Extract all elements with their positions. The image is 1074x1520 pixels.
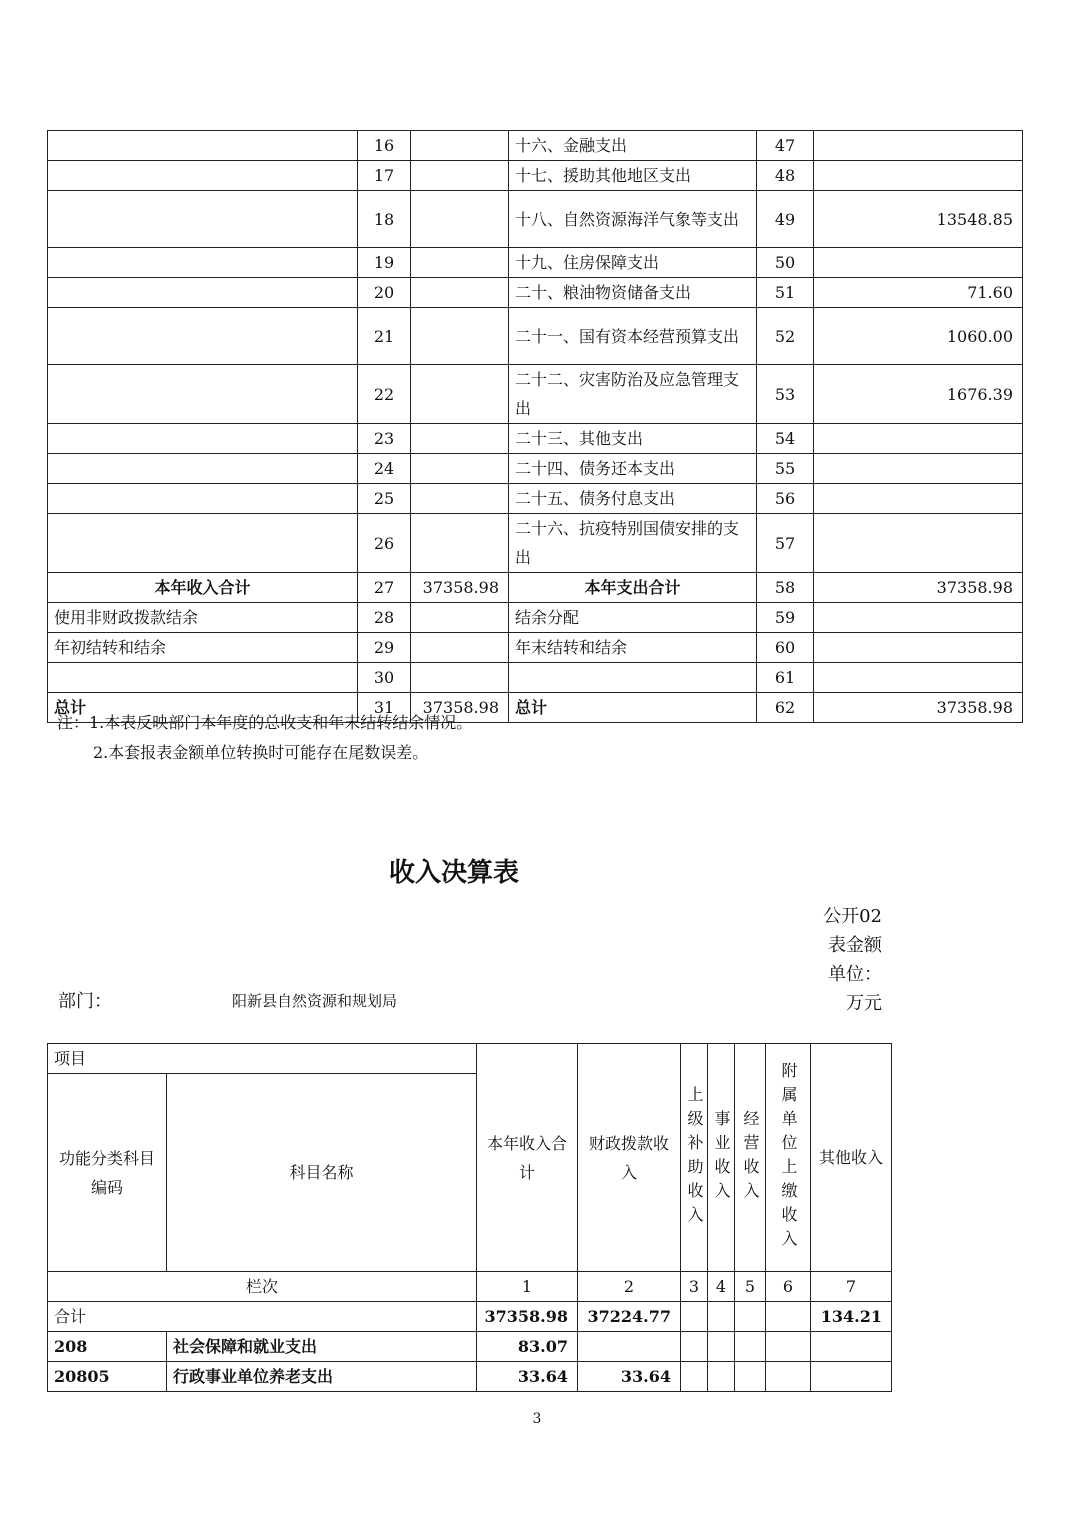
header-c7: 其他收入 (811, 1044, 892, 1272)
left-line-no: 23 (358, 424, 411, 454)
income-cell-c5 (735, 1362, 766, 1392)
right-line-no: 51 (757, 278, 814, 308)
left-amount (411, 663, 509, 693)
right-item-name: 二十六、抗疫特别国债安排的支出 (509, 514, 757, 573)
left-line-no: 20 (358, 278, 411, 308)
income-cell-c2: 33.64 (578, 1362, 681, 1392)
table-code: 公开02表 (823, 906, 882, 956)
right-amount: 1676.39 (814, 365, 1023, 424)
left-line-no: 18 (358, 191, 411, 248)
header-c4: 事业收入 (708, 1044, 735, 1272)
right-line-no: 61 (757, 663, 814, 693)
right-line-no: 59 (757, 603, 814, 633)
income-cell-c4 (708, 1362, 735, 1392)
col-num: 7 (811, 1272, 892, 1302)
income-table (47, 1043, 892, 1392)
income-cell-c6 (766, 1362, 811, 1392)
table-row (48, 573, 1023, 603)
total-c3 (681, 1302, 708, 1332)
right-item-name: 二十二、灾害防治及应急管理支出 (509, 365, 757, 424)
left-amount (411, 161, 509, 191)
table-row (48, 365, 1023, 424)
left-line-no: 19 (358, 248, 411, 278)
left-item-name (48, 248, 358, 278)
income-cell-name: 行政事业单位养老支出 (167, 1362, 477, 1392)
left-amount (411, 131, 509, 161)
right-item-name: 二十一、国有资本经营预算支出 (509, 308, 757, 365)
right-amount (814, 603, 1023, 633)
left-item-name (48, 365, 358, 424)
left-line-no: 22 (358, 365, 411, 424)
header-code: 功能分类科目编码 (48, 1074, 167, 1272)
income-cell-code: 20805 (48, 1362, 167, 1392)
right-amount: 71.60 (814, 278, 1023, 308)
table-row (48, 1332, 892, 1362)
left-item-name (48, 161, 358, 191)
right-line-no: 54 (757, 424, 814, 454)
right-item-name: 二十五、债务付息支出 (509, 484, 757, 514)
income-cell-c2 (578, 1332, 681, 1362)
page-number: 3 (532, 1411, 542, 1427)
left-amount (411, 484, 509, 514)
left-amount: 37358.98 (411, 693, 509, 723)
left-item-name (48, 278, 358, 308)
right-line-no: 57 (757, 514, 814, 573)
right-line-no: 52 (757, 308, 814, 365)
right-amount (814, 131, 1023, 161)
table-row (48, 603, 1023, 633)
col-num: 2 (578, 1272, 681, 1302)
table-row (48, 131, 1023, 161)
header-item: 项目 (48, 1044, 477, 1074)
total-c4 (708, 1302, 735, 1332)
col-num: 4 (708, 1272, 735, 1302)
total-c7: 134.21 (811, 1302, 892, 1332)
header-c3: 上级补助收入 (681, 1044, 708, 1272)
right-amount (814, 484, 1023, 514)
income-cell-c6 (766, 1332, 811, 1362)
header-c5: 经营收入 (735, 1044, 766, 1272)
income-expenditure-table (47, 130, 1023, 723)
table-notes (57, 708, 472, 768)
total-c1: 37358.98 (477, 1302, 578, 1332)
header-c6: 附属单位上缴收入 (766, 1044, 811, 1272)
right-item-name: 年末结转和结余 (509, 633, 757, 663)
table-row (48, 1362, 892, 1392)
right-item-name: 二十三、其他支出 (509, 424, 757, 454)
left-line-no: 28 (358, 603, 411, 633)
left-item-name (48, 424, 358, 454)
left-amount (411, 633, 509, 663)
income-cell-c3 (681, 1332, 708, 1362)
right-amount: 37358.98 (814, 573, 1023, 603)
right-amount (814, 454, 1023, 484)
left-item-name (48, 308, 358, 365)
col-num: 3 (681, 1272, 708, 1302)
right-amount (814, 161, 1023, 191)
left-line-no: 29 (358, 633, 411, 663)
right-amount (814, 514, 1023, 573)
table-row (48, 278, 1023, 308)
col-label: 栏次 (48, 1272, 477, 1302)
table-row (48, 484, 1023, 514)
total-c6 (766, 1302, 811, 1332)
header-c1: 本年收入合计 (477, 1044, 578, 1272)
left-item-name (48, 454, 358, 484)
table-row (48, 454, 1023, 484)
left-amount (411, 191, 509, 248)
right-amount (814, 663, 1023, 693)
left-line-no: 24 (358, 454, 411, 484)
right-item-name: 本年支出合计 (509, 573, 757, 603)
income-cell-c4 (708, 1332, 735, 1362)
table-row (48, 161, 1023, 191)
income-cell-name: 社会保障和就业支出 (167, 1332, 477, 1362)
left-item-name (48, 131, 358, 161)
left-line-no: 27 (358, 573, 411, 603)
left-line-no: 26 (358, 514, 411, 573)
right-line-no: 47 (757, 131, 814, 161)
left-item-name (48, 484, 358, 514)
income-cell-c1: 33.64 (477, 1362, 578, 1392)
left-amount (411, 308, 509, 365)
left-amount (411, 278, 509, 308)
right-line-no: 48 (757, 161, 814, 191)
left-amount (411, 514, 509, 573)
income-cell-c7 (811, 1332, 892, 1362)
income-table-title: 收入决算表 (388, 858, 519, 888)
right-line-no: 60 (757, 633, 814, 663)
table-row (48, 514, 1023, 573)
right-item-name: 十七、援助其他地区支出 (509, 161, 757, 191)
table-row (48, 663, 1023, 693)
income-cell-c7 (811, 1362, 892, 1392)
left-item-name (48, 514, 358, 573)
total-c2: 37224.77 (578, 1302, 681, 1332)
left-item-name (48, 191, 358, 248)
right-item-name: 结余分配 (509, 603, 757, 633)
left-amount: 37358.98 (411, 573, 509, 603)
table-row (48, 308, 1023, 365)
left-amount (411, 454, 509, 484)
left-line-no: 25 (358, 484, 411, 514)
right-amount (814, 633, 1023, 663)
right-amount: 37358.98 (814, 693, 1023, 723)
table-row (48, 191, 1023, 248)
income-cell-code: 208 (48, 1332, 167, 1362)
right-item-name: 十六、金融支出 (509, 131, 757, 161)
left-line-no: 17 (358, 161, 411, 191)
table-row (48, 248, 1023, 278)
right-line-no: 56 (757, 484, 814, 514)
left-amount (411, 424, 509, 454)
right-item-name: 二十四、债务还本支出 (509, 454, 757, 484)
header-name: 科目名称 (167, 1074, 477, 1272)
right-line-no: 49 (757, 191, 814, 248)
left-amount (411, 248, 509, 278)
left-amount (411, 365, 509, 424)
left-amount (411, 603, 509, 633)
left-item-name (48, 663, 358, 693)
table-row (48, 424, 1023, 454)
right-line-no: 50 (757, 248, 814, 278)
left-line-no: 31 (358, 693, 411, 723)
left-item-name: 本年收入合计 (48, 573, 358, 603)
right-item-name: 十八、自然资源海洋气象等支出 (509, 191, 757, 248)
table-row (48, 633, 1023, 663)
left-item-name: 年初结转和结余 (48, 633, 358, 663)
left-line-no: 16 (358, 131, 411, 161)
right-line-no: 62 (757, 693, 814, 723)
income-cell-c1: 83.07 (477, 1332, 578, 1362)
left-item-name: 使用非财政拨款结余 (48, 603, 358, 633)
col-num: 6 (766, 1272, 811, 1302)
department-label: 部门： (58, 991, 112, 1012)
left-line-no: 30 (358, 663, 411, 693)
right-amount: 1060.00 (814, 308, 1023, 365)
table-code-unit (812, 902, 882, 1018)
right-item-name (509, 663, 757, 693)
note-1: 注：1.本表反映部门本年度的总收支和年末结转结余情况。 (57, 713, 473, 732)
note-2: 2.本套报表金额单位转换时可能存在尾数误差。 (93, 743, 429, 762)
right-amount (814, 424, 1023, 454)
header-c2: 财政拨款收入 (578, 1044, 681, 1272)
right-line-no: 53 (757, 365, 814, 424)
right-amount (814, 248, 1023, 278)
right-item-name: 总计 (509, 693, 757, 723)
col-num: 1 (477, 1272, 578, 1302)
total-label: 合计 (48, 1302, 477, 1332)
income-cell-c5 (735, 1332, 766, 1362)
total-c5 (735, 1302, 766, 1332)
unit-label: 金额单位：万元 (828, 935, 882, 1014)
right-item-name: 十九、住房保障支出 (509, 248, 757, 278)
left-item-name: 总计 (48, 693, 358, 723)
income-cell-c3 (681, 1362, 708, 1392)
col-num: 5 (735, 1272, 766, 1302)
department-name: 阳新县自然资源和规划局 (232, 992, 398, 1010)
right-amount: 13548.85 (814, 191, 1023, 248)
left-line-no: 21 (358, 308, 411, 365)
right-item-name: 二十、粮油物资储备支出 (509, 278, 757, 308)
right-line-no: 58 (757, 573, 814, 603)
right-line-no: 55 (757, 454, 814, 484)
